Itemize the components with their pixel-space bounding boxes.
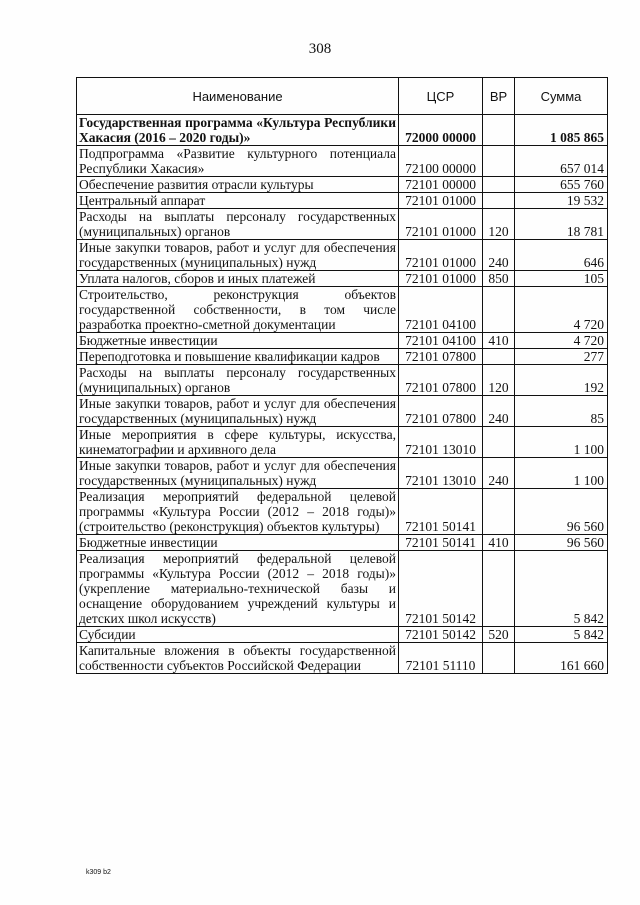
header-csr: ЦСР	[399, 78, 483, 115]
header-vr: ВР	[483, 78, 515, 115]
row-name-cell: Подпрограмма «Развитие культурного потенциала Республики Хакасия»	[77, 146, 399, 177]
row-vr-cell: 240	[483, 458, 515, 489]
row-name-cell: Бюджетные инвестиции	[77, 333, 399, 349]
row-vr-cell: 520	[483, 627, 515, 643]
row-sum-cell: 4 720	[515, 287, 608, 333]
row-name-cell: Капитальные вложения в объекты государственной собственности субъектов Российской Федерации	[77, 643, 399, 674]
table-header-row	[77, 78, 608, 115]
row-name-cell: Расходы на выплаты персоналу государственных (муниципальных) органов	[77, 209, 399, 240]
row-vr-cell	[483, 177, 515, 193]
row-csr-cell: 72101 04100	[399, 287, 483, 333]
row-sum-cell: 5 842	[515, 627, 608, 643]
row-name-cell: Иные закупки товаров, работ и услуг для обеспечения государственных (муниципальных) нужд	[77, 458, 399, 489]
row-csr-cell: 72101 04100	[399, 333, 483, 349]
row-vr-cell	[483, 427, 515, 458]
table-row	[77, 427, 608, 458]
row-sum-cell: 1 100	[515, 427, 608, 458]
row-sum-cell: 192	[515, 365, 608, 396]
table-row	[77, 240, 608, 271]
table-row	[77, 627, 608, 643]
table-row	[77, 489, 608, 535]
row-sum-cell: 646	[515, 240, 608, 271]
table-row	[77, 333, 608, 349]
row-name-cell: Иные закупки товаров, работ и услуг для обеспечения государственных (муниципальных) нужд	[77, 396, 399, 427]
row-csr-cell: 72101 01000	[399, 240, 483, 271]
table-row	[77, 365, 608, 396]
row-name-cell: Расходы на выплаты персоналу государственных (муниципальных) органов	[77, 365, 399, 396]
row-csr-cell: 72101 13010	[399, 427, 483, 458]
row-name-cell: Реализация мероприятий федеральной целевой программы «Культура России (2012 – 2018 годы)» (строительство (реконструкция) объектов культуры)	[77, 489, 399, 535]
row-csr-cell: 72101 01000	[399, 193, 483, 209]
row-vr-cell	[483, 551, 515, 627]
row-csr-cell: 72101 13010	[399, 458, 483, 489]
row-name-cell: Центральный аппарат	[77, 193, 399, 209]
row-vr-cell: 120	[483, 209, 515, 240]
row-sum-cell: 19 532	[515, 193, 608, 209]
table-row	[77, 271, 608, 287]
row-vr-cell: 240	[483, 396, 515, 427]
table-body	[77, 115, 608, 674]
row-sum-cell: 5 842	[515, 551, 608, 627]
row-vr-cell	[483, 489, 515, 535]
row-sum-cell: 18 781	[515, 209, 608, 240]
row-sum-cell: 85	[515, 396, 608, 427]
row-vr-cell: 120	[483, 365, 515, 396]
row-vr-cell	[483, 146, 515, 177]
table-row	[77, 209, 608, 240]
row-name-cell: Уплата налогов, сборов и иных платежей	[77, 271, 399, 287]
row-vr-cell	[483, 193, 515, 209]
row-csr-cell: 72101 50141	[399, 489, 483, 535]
row-sum-cell: 96 560	[515, 535, 608, 551]
row-name-cell: Иные мероприятия в сфере культуры, искусства, кинематографии и архивного дела	[77, 427, 399, 458]
table-row	[77, 287, 608, 333]
row-sum-cell: 657 014	[515, 146, 608, 177]
row-sum-cell: 1 100	[515, 458, 608, 489]
row-csr-cell: 72101 51110	[399, 643, 483, 674]
row-csr-cell: 72101 50142	[399, 627, 483, 643]
table-row	[77, 458, 608, 489]
row-name-cell: Субсидии	[77, 627, 399, 643]
row-name-cell: Бюджетные инвестиции	[77, 535, 399, 551]
row-name-cell: Реализация мероприятий федеральной целевой программы «Культура России (2012 – 2018 годы)» (укрепление материально-технической базы и оснащение оборудованием учреждений культуры и детских школ искусств)	[77, 551, 399, 627]
row-name-cell: Государственная программа «Культура Республики Хакасия (2016 – 2020 годы)»	[77, 115, 399, 146]
row-sum-cell: 161 660	[515, 643, 608, 674]
row-vr-cell: 410	[483, 535, 515, 551]
row-vr-cell: 240	[483, 240, 515, 271]
row-sum-cell: 1 085 865	[515, 115, 608, 146]
row-vr-cell	[483, 287, 515, 333]
row-csr-cell: 72101 07800	[399, 365, 483, 396]
row-csr-cell: 72101 01000	[399, 271, 483, 287]
table-row	[77, 535, 608, 551]
header-sum: Сумма	[515, 78, 608, 115]
row-csr-cell: 72101 50141	[399, 535, 483, 551]
row-sum-cell: 96 560	[515, 489, 608, 535]
table-row	[77, 396, 608, 427]
row-vr-cell	[483, 115, 515, 146]
table-row	[77, 643, 608, 674]
page-number: 308	[308, 41, 332, 57]
row-sum-cell: 4 720	[515, 333, 608, 349]
row-name-cell: Иные закупки товаров, работ и услуг для обеспечения государственных (муниципальных) нужд	[77, 240, 399, 271]
row-csr-cell: 72000 00000	[399, 115, 483, 146]
row-name-cell: Обеспечение развития отрасли культуры	[77, 177, 399, 193]
row-csr-cell: 72101 50142	[399, 551, 483, 627]
row-name-cell: Строительство, реконструкция объектов государственной собственности, в том числе разработка проектно-сметной документации	[77, 287, 399, 333]
row-name-cell: Переподготовка и повышение квалификации кадров	[77, 349, 399, 365]
row-vr-cell: 850	[483, 271, 515, 287]
table-row	[77, 349, 608, 365]
table-row	[77, 115, 608, 146]
row-vr-cell: 410	[483, 333, 515, 349]
header-name: Наименование	[77, 78, 399, 115]
table-row	[77, 551, 608, 627]
row-csr-cell: 72101 07800	[399, 349, 483, 365]
row-csr-cell: 72101 07800	[399, 396, 483, 427]
table-row	[77, 193, 608, 209]
row-vr-cell	[483, 349, 515, 365]
row-sum-cell: 277	[515, 349, 608, 365]
row-csr-cell: 72100 00000	[399, 146, 483, 177]
row-sum-cell: 105	[515, 271, 608, 287]
row-sum-cell: 655 760	[515, 177, 608, 193]
row-vr-cell	[483, 643, 515, 674]
table-row	[77, 146, 608, 177]
table-row	[77, 177, 608, 193]
row-csr-cell: 72101 00000	[399, 177, 483, 193]
budget-table	[76, 77, 608, 674]
footer-code: k309 b2	[86, 869, 111, 876]
row-csr-cell: 72101 01000	[399, 209, 483, 240]
